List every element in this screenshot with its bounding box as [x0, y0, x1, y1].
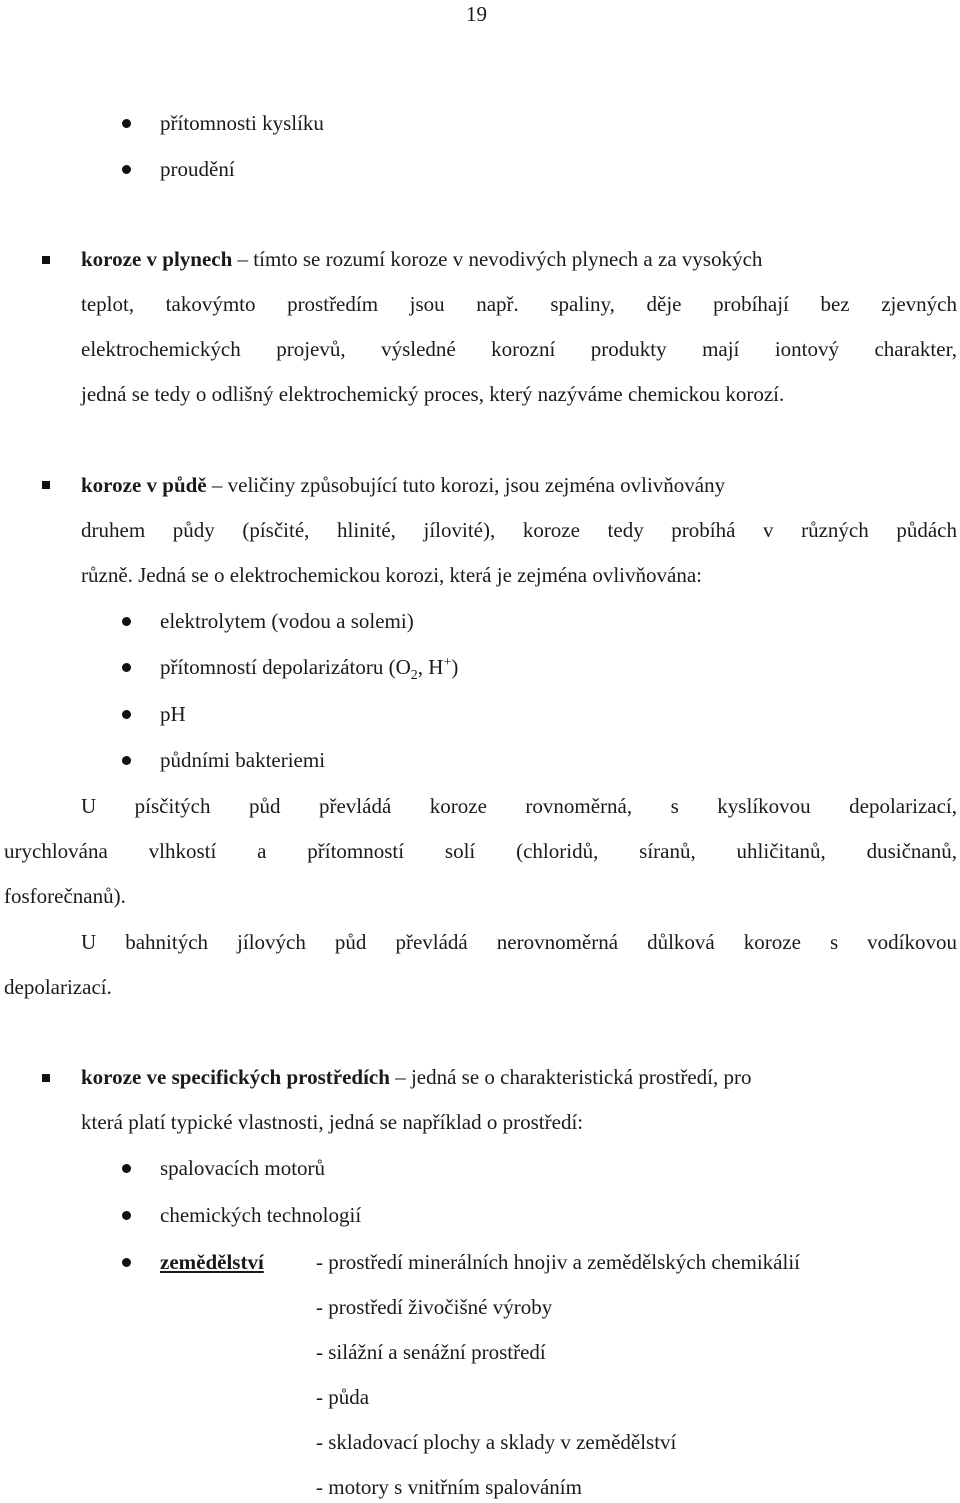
- agri-item: - prostředí minerálních hnojiv a zemědělských chemikálií: [316, 1250, 801, 1274]
- list-item: elektrolytem (vodou a solemi): [160, 609, 414, 633]
- bullet-dot: [122, 1211, 131, 1220]
- agri-item: - skladovací plochy a sklady v zemědělství: [316, 1430, 677, 1454]
- list-item: pH: [160, 702, 186, 726]
- bullet-dot: [122, 663, 131, 672]
- bullet-dot: [122, 617, 131, 626]
- gas-line-2: teplot, takovýmto prostředím jsou např. spaliny, děje probíhají bez zjevných: [81, 292, 957, 316]
- specific-line-1: [81, 1067, 751, 1088]
- section-title: koroze v plynech: [81, 247, 233, 271]
- gas-line-3: elektrochemických projevů, výsledné korozní produkty mají iontový charakter,: [81, 337, 957, 361]
- bullet-dot: [122, 710, 131, 719]
- list-item: proudění: [160, 157, 235, 181]
- text: přítomností depolarizátoru (O: [160, 655, 411, 679]
- bullet-dot: [122, 119, 131, 128]
- list-item: půdními bakteriemi: [160, 748, 326, 772]
- list-item: přítomnosti kyslíku: [160, 111, 324, 135]
- list-item: spalovacích motorů: [160, 1156, 326, 1180]
- agri-label: zemědělství: [160, 1250, 264, 1274]
- agri-item: - půda: [316, 1385, 370, 1409]
- page-number: 19: [466, 2, 487, 26]
- specific-line-2: která platí typické vlastnosti, jedná se například o prostředí:: [81, 1110, 584, 1134]
- gas-line-1: [81, 249, 762, 270]
- bullet-dot: [122, 1258, 131, 1267]
- agri-item: - silážní a senážní prostředí: [316, 1340, 546, 1364]
- text: , H: [417, 655, 444, 679]
- bullet-dot: [122, 756, 131, 765]
- soil-para-2-line-1: U bahnitých jílových půd převládá nerovnoměrná důlková koroze s vodíkovou: [81, 930, 957, 954]
- soil-para-2-line-2: depolarizací.: [4, 975, 112, 999]
- section-title: koroze v půdě: [81, 473, 207, 497]
- text: – veličiny způsobující tuto korozi, jsou zejména ovlivňovány: [206, 473, 726, 497]
- soil-line-1: [81, 475, 725, 496]
- text: ): [451, 655, 459, 679]
- list-item: [160, 655, 459, 684]
- soil-line-2: druhem půdy (písčité, hlinité, jílovité), koroze tedy probíhá v různých půdách: [81, 518, 957, 542]
- soil-para-1-line-2: urychlována vlhkostí a přítomností solí (chloridů, síranů, uhličitanů, dusičnanů,: [4, 839, 957, 863]
- section-title: koroze ve specifických prostředích: [81, 1065, 390, 1089]
- soil-line-3: různě. Jedná se o elektrochemickou korozi, která je zejména ovlivňována:: [81, 563, 702, 587]
- bullet-square: [42, 1074, 50, 1082]
- subscript: 2: [410, 668, 418, 684]
- text: – tímto se rozumí koroze v nevodivých plynech a za vysokých: [232, 247, 763, 271]
- list-item: chemických technologií: [160, 1203, 362, 1227]
- bullet-dot: [122, 165, 131, 174]
- soil-para-1-line-1: U písčitých půd převládá koroze rovnoměrná, s kyslíkovou depolarizací,: [81, 794, 957, 818]
- soil-para-1-line-3: fosforečnanů).: [4, 884, 126, 908]
- text: – jedná se o charakteristická prostředí, pro: [389, 1065, 752, 1089]
- bullet-dot: [122, 1164, 131, 1173]
- agri-item: - motory s vnitřním spalováním: [316, 1475, 582, 1499]
- bullet-square: [42, 256, 50, 264]
- gas-line-4: jedná se tedy o odlišný elektrochemický proces, který nazýváme chemickou korozí.: [81, 382, 785, 406]
- agri-item: - prostředí živočišné výroby: [316, 1295, 553, 1319]
- superscript: +: [443, 655, 452, 670]
- bullet-square: [42, 481, 50, 489]
